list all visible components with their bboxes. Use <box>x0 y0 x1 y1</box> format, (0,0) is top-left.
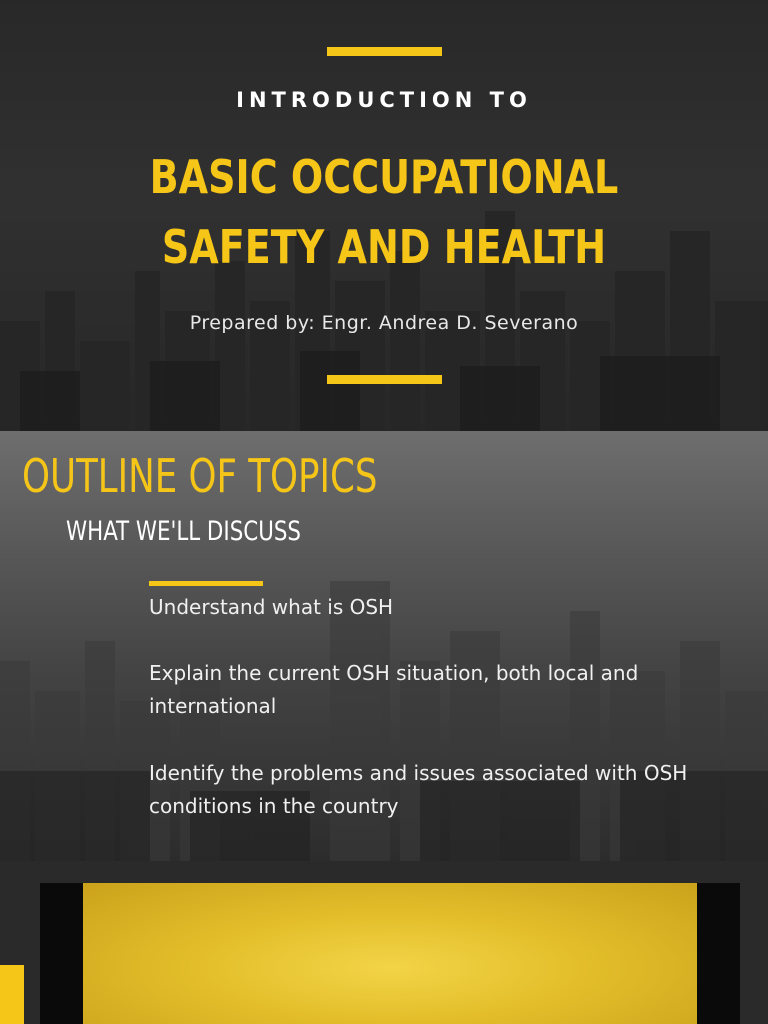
outline-slide <box>0 431 768 861</box>
title-line-1: BASIC OCCUPATIONAL <box>149 150 619 204</box>
bottom-accent-bar <box>327 375 442 384</box>
outline-title: OUTLINE OF TOPICS <box>22 449 378 503</box>
gold-panel <box>83 883 697 1024</box>
outline-subtitle: WHAT WE'LL DISCUSS <box>66 516 302 547</box>
prepared-by: Prepared by: Engr. Andrea D. Severano <box>189 312 579 334</box>
topic-item: Identify the problems and issues associated with OSH conditions in the country <box>149 761 688 818</box>
slide-title <box>31 142 738 282</box>
intro-kicker: INTRODUCTION TO <box>236 88 532 112</box>
title-slide <box>0 0 768 431</box>
next-slide-preview <box>0 861 768 1024</box>
top-accent-bar <box>327 47 442 56</box>
title-line-2: SAFETY AND HEALTH <box>161 220 607 274</box>
topic-item: Understand what is OSH <box>149 595 394 619</box>
outline-accent-bar <box>149 581 263 586</box>
yellow-side-tab <box>0 965 24 1024</box>
topic-item: Explain the current OSH situation, both local and international <box>149 661 639 718</box>
topic-list <box>149 591 729 857</box>
